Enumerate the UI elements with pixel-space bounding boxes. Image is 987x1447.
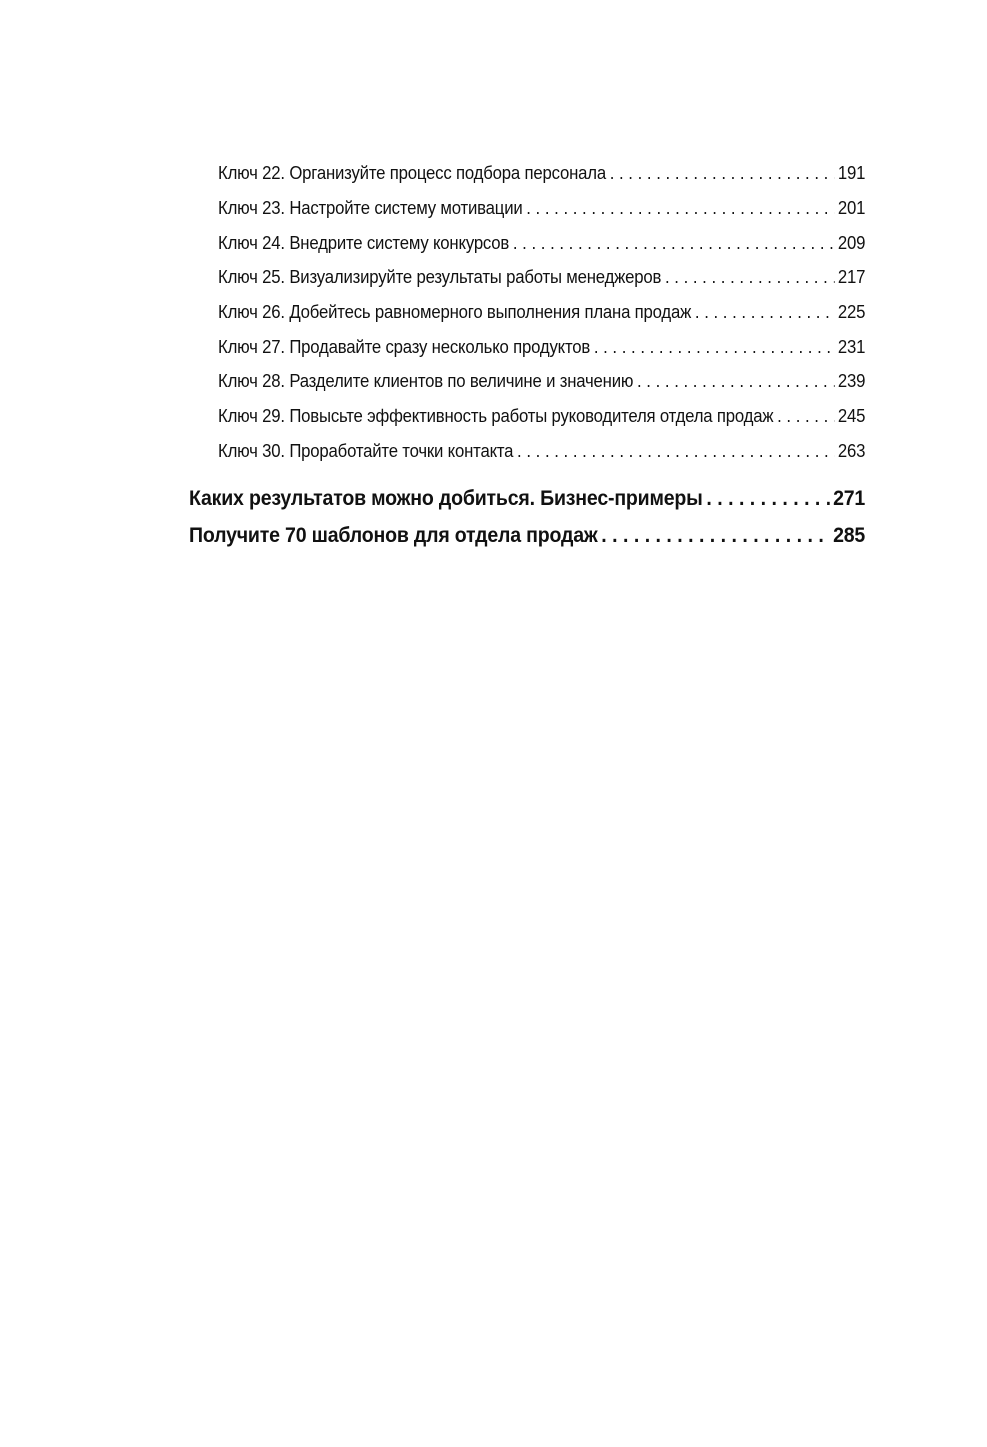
toc-entry-key-29[interactable] xyxy=(218,406,865,427)
dot-leader xyxy=(517,441,834,462)
toc-entry-key-25[interactable] xyxy=(218,267,865,288)
toc-entry-title: Ключ 26. Добейтесь равномерного выполнения плана продаж xyxy=(218,302,692,322)
toc-entry-page: 245 xyxy=(837,406,866,426)
dot-leader xyxy=(706,487,829,511)
toc-entry-page: 209 xyxy=(837,233,866,253)
toc-entry-page: 225 xyxy=(837,302,866,322)
dot-leader xyxy=(526,198,834,219)
dot-leader xyxy=(695,302,834,323)
dot-leader xyxy=(601,524,829,548)
toc-entry-page: 191 xyxy=(837,163,866,183)
toc-entry-key-30[interactable] xyxy=(218,441,865,462)
toc-entry-key-28[interactable] xyxy=(218,371,865,392)
toc-entry-key-22[interactable] xyxy=(218,163,865,184)
toc-entry-key-24[interactable] xyxy=(218,233,865,254)
dot-leader xyxy=(637,371,834,392)
toc-entry-title: Ключ 25. Визуализируйте результаты работы менеджеров xyxy=(218,267,662,287)
toc-entry-title: Ключ 24. Внедрите систему конкурсов xyxy=(218,233,510,253)
toc-entry-title: Каких результатов можно добиться. Бизнес-примеры xyxy=(189,487,703,510)
toc-entry-templates[interactable] xyxy=(189,524,865,548)
toc-entry-page: 217 xyxy=(837,267,866,287)
dot-leader xyxy=(610,163,834,184)
toc-entry-title: Ключ 23. Настройте систему мотивации xyxy=(218,198,523,218)
toc-entry-title: Ключ 22. Организуйте процесс подбора персонала xyxy=(218,163,606,183)
toc-entry-page: 285 xyxy=(833,524,866,547)
toc-entry-page: 201 xyxy=(837,198,866,218)
toc-entry-key-26[interactable] xyxy=(218,302,865,323)
toc-entry-title: Ключ 30. Проработайте точки контакта xyxy=(218,441,514,461)
dot-leader xyxy=(777,406,834,427)
toc-entry-page: 231 xyxy=(837,337,866,357)
dot-leader xyxy=(665,267,834,288)
toc-entry-page: 263 xyxy=(837,441,866,461)
toc-entry-key-27[interactable] xyxy=(218,337,865,358)
dot-leader xyxy=(513,233,834,254)
toc-entry-key-23[interactable] xyxy=(218,198,865,219)
dot-leader xyxy=(594,337,834,358)
toc-entry-title: Ключ 28. Разделите клиентов по величине и значению xyxy=(218,371,634,391)
toc-entry-title: Ключ 27. Продавайте сразу несколько продуктов xyxy=(218,337,591,357)
toc-entry-title: Ключ 29. Повысьте эффективность работы руководителя отдела продаж xyxy=(218,406,774,426)
toc-entry-title: Получите 70 шаблонов для отдела продаж xyxy=(189,524,598,547)
toc-entry-business-examples[interactable] xyxy=(189,487,865,511)
toc-entry-page: 239 xyxy=(837,371,866,391)
toc-entry-page: 271 xyxy=(833,487,866,510)
